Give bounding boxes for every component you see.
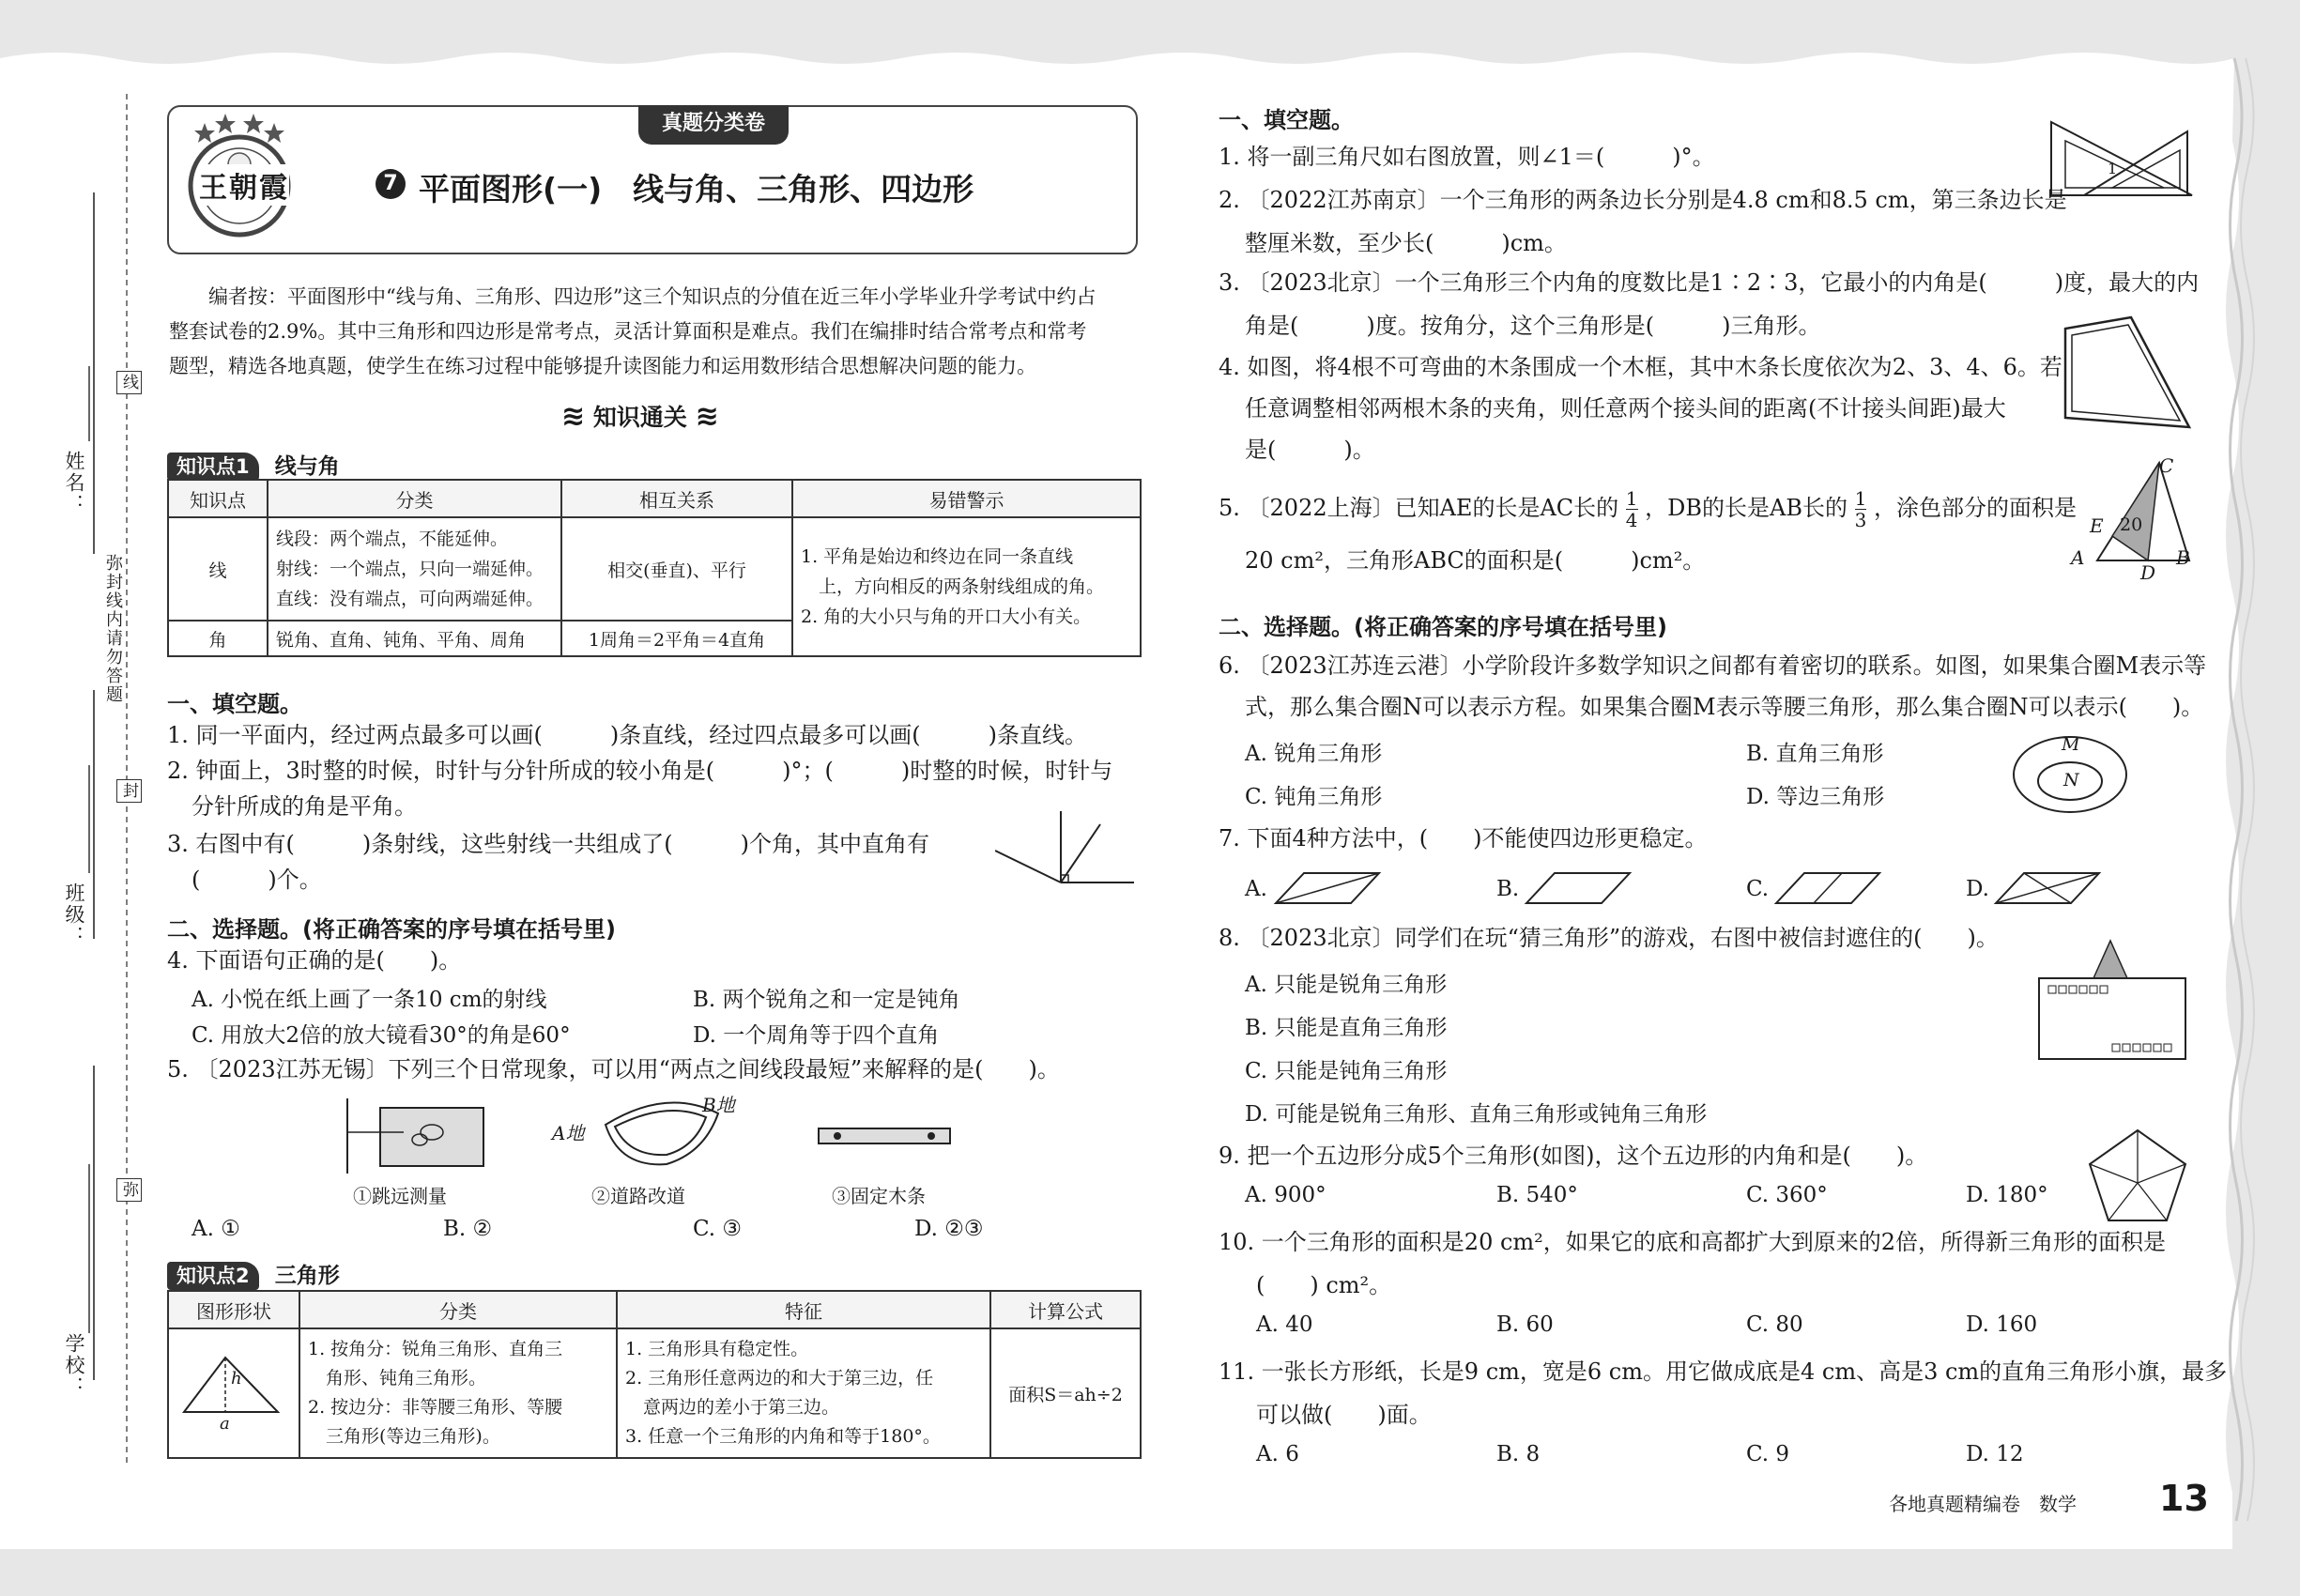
k2-header: 图形形状	[168, 1291, 299, 1328]
k2-heading	[167, 1258, 340, 1289]
q5-option-b[interactable]: B. ②	[443, 1217, 493, 1241]
q7-figure-d	[1992, 869, 2103, 907]
q10-option-c[interactable]: C. 80	[1746, 1312, 1803, 1337]
right-q5-b: 20 cm²，三角形ABC的面积是( )cm²。	[1245, 547, 1706, 574]
wave-right-icon: ≋	[695, 400, 719, 433]
k1-warning-cell	[792, 517, 1141, 656]
k2-header: 特征	[617, 1291, 990, 1328]
seal-seal-marker: 封	[116, 779, 142, 803]
k2-shape-cell	[168, 1328, 299, 1458]
right-q8: 8. 〔2023北京〕同学们在玩“猜三角形”的游戏，右图中被信封遮住的( )。	[1219, 925, 1999, 951]
q5-fraction-2-den: 3	[1854, 509, 1867, 531]
k1-relation-line: 相交(垂直)、平行	[561, 517, 792, 621]
k2-class-cell	[299, 1328, 617, 1458]
k1-header: 知识点	[168, 480, 268, 517]
right-q4-a: 4. 如图，将4根不可弯曲的木条围成一个木框，其中木条长度依次为2、3、4、6。若	[1219, 354, 2062, 380]
left-q3-a: 3. 右图中有( )条射线，这些射线一共组成了( )个角，其中直角有	[167, 831, 929, 857]
k2-class-line: 1. 按角分：锐角三角形、直角三	[308, 1339, 563, 1359]
figure-caption-3: ③固定木条	[832, 1185, 926, 1207]
figure-caption-2: ②道路改道	[591, 1185, 685, 1207]
k1-table	[167, 479, 1142, 657]
k1-title: 线与角	[274, 454, 340, 479]
right-q9: 9. 把一个五边形分成5个三角形(如图)，这个五边形的内角和是( )。	[1219, 1143, 1928, 1169]
right-q4-c: 是( )。	[1245, 437, 1375, 463]
q8-option-a[interactable]: A. 只能是锐角三角形	[1245, 973, 1448, 997]
angle-1-label: 1	[2108, 160, 2118, 177]
seal-mi-marker: 弥	[116, 1178, 142, 1202]
q10-option-d[interactable]: D. 160	[1966, 1312, 2038, 1337]
k2-feature-line: 3. 任意一个三角形的内角和等于180°。	[625, 1426, 941, 1447]
editor-note	[169, 280, 1096, 384]
right-q3-a: 3. 〔2023北京〕一个三角形三个内角的度数比是1∶2∶3，它最小的内角是( )度，最大的内	[1219, 269, 2200, 296]
k1-point-line: 线	[168, 517, 268, 621]
q7-figure-b	[1523, 869, 1633, 907]
q9-option-b[interactable]: B. 540°	[1496, 1183, 1578, 1207]
k1-warn-line: 上，方向相反的两条射线组成的角。	[801, 576, 1105, 597]
k2-title: 三角形	[274, 1264, 340, 1288]
left-q3-b: ( )个。	[192, 867, 322, 893]
k1-class-line: 直线：没有端点，可向两端延伸。	[276, 589, 544, 609]
left-q5: 5. 〔2023江苏无锡〕下列三个日常现象，可以用“两点之间线段最短”来解释的是( )。	[167, 1056, 1060, 1082]
logo-text: 王朝霞	[199, 164, 289, 206]
k2-feature-line: 1. 三角形具有稳定性。	[625, 1339, 809, 1359]
editor-note-line-2: 整套试卷的2.9%。其中三角形和四边形是常考点，灵活计算面积是难点。我们在编排时结合常考点和常考	[169, 320, 1087, 343]
k1-header: 易错警示	[792, 480, 1141, 517]
q5-fraction-2-num: 1	[1854, 487, 1867, 510]
right-fill-title: 一、填空题。	[1219, 107, 1354, 133]
footer-book-title: 各地真题精编卷 数学	[1889, 1493, 2077, 1515]
q9-option-a[interactable]: A. 900°	[1245, 1183, 1326, 1207]
label-c: C	[2159, 454, 2174, 477]
k1-class-line: 线段：两个端点，不能延伸。	[276, 529, 509, 549]
point-a-label: A地	[552, 1122, 585, 1144]
label-area: 20	[2120, 514, 2143, 535]
q6-option-a[interactable]: A. 锐角三角形	[1245, 742, 1383, 766]
right-choice-title: 二、选择题。(将正确答案的序号填在括号里)	[1219, 614, 1667, 640]
left-q2-b: 分针所成的角是平角。	[192, 793, 417, 820]
q7-option-a[interactable]: A.	[1245, 877, 1267, 901]
k2-class-line: 角形、钝角三角形。	[308, 1368, 487, 1389]
q4-option-a[interactable]: A. 小悦在纸上画了一条10 cm的射线	[192, 988, 547, 1012]
long-jump-figure	[333, 1098, 493, 1174]
knowledge-section-title	[561, 399, 719, 433]
q6-option-b[interactable]: B. 直角三角形	[1746, 742, 1884, 766]
k2-feature-line: 意两边的差小于第三边。	[625, 1397, 840, 1418]
set-m-label: M	[2062, 734, 2080, 755]
q8-option-b[interactable]: B. 只能是直角三角形	[1245, 1016, 1448, 1040]
k2-feature-line: 2. 三角形任意两边的和大于第三边，任	[625, 1368, 934, 1389]
q5-option-d[interactable]: D. ②③	[914, 1217, 984, 1241]
wave-left-icon: ≋	[561, 400, 586, 433]
k1-heading	[167, 449, 340, 480]
k1-class-line: 射线：一个端点，只向一端延伸。	[276, 559, 544, 579]
q10-option-b[interactable]: B. 60	[1496, 1312, 1554, 1337]
k2-base-label: a	[220, 1414, 230, 1434]
q5-fraction-1-den: 4	[1625, 509, 1638, 531]
k2-header: 分类	[299, 1291, 617, 1328]
q5-text-a: 5. 〔2022上海〕已知AE的长是AC长的	[1219, 495, 1619, 521]
figure-caption-1: ①跳远测量	[353, 1185, 447, 1207]
label-e: E	[2090, 514, 2104, 537]
editor-note-line-3: 题型，精选各地真题，使学生在练习过程中能够提升读图能力和运用数形结合思想解决问题的能力。	[169, 355, 1036, 377]
q5-fraction-1	[1626, 488, 1638, 530]
label-d: D	[2140, 561, 2156, 584]
right-q2-a: 2. 〔2022江苏南京〕一个三角形的两条边长分别是4.8 cm和8.5 cm，第三条边长是	[1219, 187, 2067, 213]
q11-option-c[interactable]: C. 9	[1746, 1442, 1790, 1466]
k1-header: 相互关系	[561, 480, 792, 517]
chapter-title: 平面图形(一) 线与角、三角形、四边形	[419, 171, 974, 207]
right-q11-a: 11. 一张长方形纸，长是9 cm，宽是6 cm。用它做成底是4 cm、高是3 cm的直角三角形小旗，最多	[1219, 1358, 2228, 1385]
class-label: 班级：	[63, 882, 85, 947]
left-q4: 4. 下面语句正确的是( )。	[167, 947, 462, 974]
right-q10-a: 10. 一个三角形的面积是20 cm²，如果它的底和高都扩大到原来的2倍，所得新三角形的面积是	[1219, 1229, 2167, 1255]
label-b: B	[2176, 546, 2190, 569]
name-label: 姓名：	[63, 451, 85, 515]
k2-triangle-svg	[176, 1346, 287, 1440]
k1-header: 分类	[268, 480, 561, 517]
k2-height-label: h	[231, 1369, 242, 1389]
wood-frame-figure	[2056, 310, 2197, 437]
k1-badge: 知识点1	[167, 453, 259, 481]
k1-class-cell	[268, 517, 561, 621]
q8-option-d[interactable]: D. 可能是锐角三角形、直角三角形或钝角三角形	[1245, 1102, 1708, 1127]
q5-text-b: ，DB的长是AB长的	[1645, 495, 1848, 521]
right-q10-b: ( ) cm²。	[1256, 1272, 1392, 1298]
k1-angle-relation: 1周角＝2平角＝4直角	[561, 621, 792, 656]
q11-option-a[interactable]: A. 6	[1256, 1442, 1299, 1466]
seal-notice: 弥封线内请勿答题	[103, 554, 123, 704]
editor-note-line-1: 编者按：平面图形中“线与角、三角形、四边形”这三个知识点的分值在近三年小学毕业升学考试中约占	[208, 285, 1096, 308]
q5-text-c: ，涂色部分的面积是	[1874, 495, 2078, 521]
left-q1: 1. 同一平面内，经过两点最多可以画( )条直线，经过四点最多可以画( )条直线。	[167, 722, 1087, 748]
right-q5-line1	[1219, 488, 2077, 530]
q7-option-c[interactable]: C.	[1746, 877, 1770, 901]
chapter-number: 7	[376, 169, 406, 199]
k2-class-line: 2. 按边分：非等腰三角形、等腰	[308, 1397, 563, 1418]
q4-option-b[interactable]: B. 两个锐角之和一定是钝角	[693, 988, 960, 1012]
right-q2-b: 整厘米数，至少长( )cm。	[1245, 230, 1567, 256]
q5-fraction-1-num: 1	[1625, 487, 1638, 510]
k2-feature-cell	[617, 1328, 990, 1458]
right-q7: 7. 下面4种方法中，( )不能使四边形更稳定。	[1219, 825, 1708, 852]
header-tag: 真题分类卷	[638, 105, 789, 145]
q9-option-d[interactable]: D. 180°	[1966, 1183, 2048, 1207]
envelope-figure	[2035, 939, 2190, 1063]
q8-option-c[interactable]: C. 只能是钝角三角形	[1245, 1059, 1448, 1083]
k2-formula: 面积S＝ah÷2	[990, 1328, 1141, 1458]
q11-option-d[interactable]: D. 12	[1966, 1442, 2024, 1466]
right-q1: 1. 将一副三角尺如右图放置，则∠1＝( )°。	[1219, 144, 1715, 170]
label-a: A	[2071, 546, 2085, 569]
q5-option-c[interactable]: C. ③	[693, 1217, 743, 1241]
q7-option-b[interactable]: B.	[1496, 877, 1520, 901]
k2-table	[167, 1290, 1142, 1459]
q6-option-d[interactable]: D. 等边三角形	[1746, 785, 1885, 809]
k2-badge: 知识点2	[167, 1262, 259, 1290]
right-q4-b: 任意调整相邻两根木条的夹角，则任意两个接头间的距离(不计接头间距)最大	[1245, 395, 2006, 422]
q5-fraction-2	[1855, 488, 1867, 530]
q9-option-c[interactable]: C. 360°	[1746, 1183, 1828, 1207]
knowledge-title-text: 知识通关	[592, 404, 687, 431]
left-choice-title: 二、选择题。(将正确答案的序号填在括号里)	[167, 916, 616, 943]
point-b-label: B地	[702, 1094, 735, 1116]
rays-figure	[995, 807, 1145, 887]
left-q2-a: 2. 钟面上，3时整的时候，时针与分针所成的较小角是( )°；( )时整的时候，时针与	[167, 758, 1113, 784]
right-q6-b: 式，那么集合圈N可以表示方程。如果集合圈M表示等腰三角形，那么集合圈N可以表示( )。	[1245, 694, 2204, 720]
k2-triangle-figure	[176, 1346, 287, 1440]
school-label: 学校：	[63, 1333, 85, 1398]
q7-figure-c	[1772, 869, 1883, 907]
triangle-rulers-figure	[2047, 113, 2197, 202]
q4-option-c[interactable]: C. 用放大2倍的放大镜看30°的角是60°	[192, 1023, 571, 1048]
k2-header: 计算公式	[990, 1291, 1141, 1328]
right-q3-b: 角是( )度。按角分，这个三角形是( )三角形。	[1245, 313, 1821, 339]
q7-figure-a	[1272, 869, 1383, 907]
k1-warn-line: 2. 角的大小只与角的开口大小有关。	[801, 606, 1092, 627]
page-number: 13	[2159, 1478, 2209, 1519]
set-n-label: N	[2063, 770, 2079, 790]
pentagon-figure	[2086, 1127, 2189, 1225]
q10-option-a[interactable]: A. 40	[1256, 1312, 1313, 1337]
q7-option-d[interactable]: D.	[1966, 877, 1989, 901]
q4-option-d[interactable]: D. 一个周角等于四个直角	[693, 1023, 940, 1048]
k1-angle-class: 锐角、直角、钝角、平角、周角	[268, 621, 561, 656]
right-q11-b: 可以做( )面。	[1256, 1402, 1432, 1428]
k2-class-line: 三角形(等边三角形)。	[308, 1426, 500, 1447]
k1-point-angle: 角	[168, 621, 268, 656]
wood-strip-figure	[817, 1123, 953, 1149]
seal-line-marker: 线	[116, 371, 142, 394]
right-q6-a: 6. 〔2023江苏连云港〕小学阶段许多数学知识之间都有着密切的联系。如图，如果集合圈M表示等	[1219, 652, 2207, 679]
q6-option-c[interactable]: C. 钝角三角形	[1245, 785, 1383, 809]
q11-option-b[interactable]: B. 8	[1496, 1442, 1541, 1466]
k1-warn-line: 1. 平角是始边和终边在同一条直线	[801, 546, 1074, 567]
q5-option-a[interactable]: A. ①	[192, 1217, 240, 1241]
left-fill-title: 一、填空题。	[167, 691, 302, 717]
